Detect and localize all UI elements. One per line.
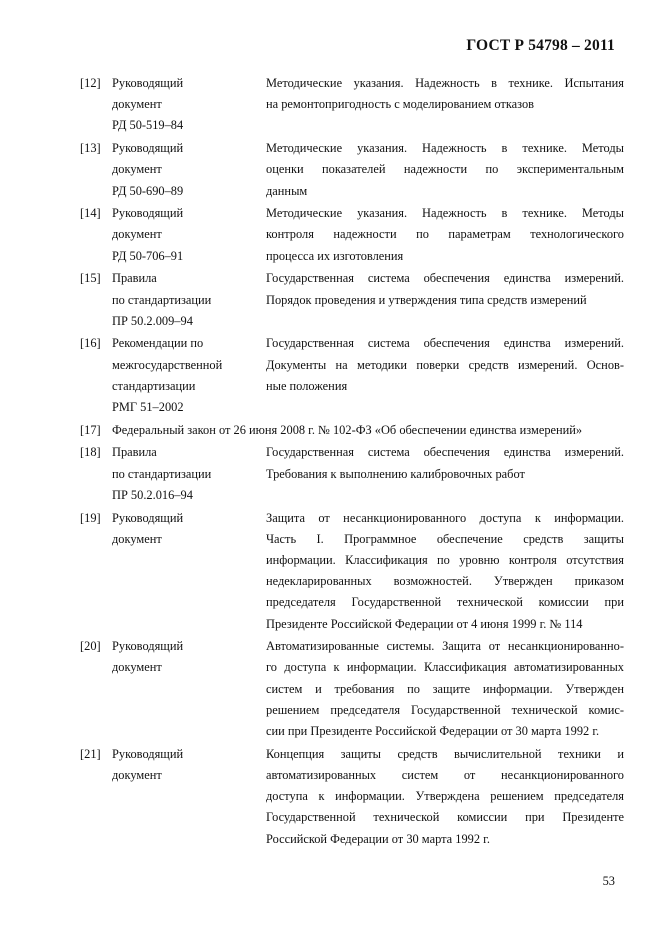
reference-title [266,73,624,137]
reference-entry [80,744,624,850]
reference-number: [20] [80,639,101,654]
reference-title-line: доступа к информации. Утверждена решением председателя [266,789,624,804]
reference-source-line: Руководящий [112,141,184,156]
reference-entry [80,636,624,742]
reference-title-line: Президенте Российской Федерации от 4 июня 1999 г. № 114 [266,616,583,631]
reference-title-line: Методические указания. Надежность в технике. Испытания [266,76,624,90]
reference-title-line: решением председателя Государственной технической комис- [266,702,624,717]
reference-source-line: межгосударственной [112,357,223,372]
reference-title-line: оценки показателей надежности по экспериментальным [266,162,624,177]
reference-title-line: недекларированных возможностей. Утвержден приказом [266,574,624,589]
page-number: 53 [602,874,615,888]
reference-source-line: по стандартизации [112,292,212,307]
reference-entry [80,268,624,332]
reference-source-line: ПР 50.2.016–94 [112,487,193,502]
reference-title-line: Государственная система обеспечения единства измерений. [266,445,624,460]
reference-source [112,333,266,418]
reference-title-line: Российской Федерации от 30 марта 1992 г. [266,831,490,846]
reference-number: [15] [80,271,101,286]
reference-title-line: Автоматизированные системы. Защита от несанкционированно- [266,639,624,654]
reference-title-line: контроля надежности по параметрам технологического [266,227,624,242]
reference-source [112,744,266,850]
reference-number: [18] [80,445,101,460]
reference-title-line: процесса их изготовления [266,248,404,263]
reference-source-line: документ [112,227,162,242]
reference-source [112,442,266,506]
reference-entry [80,508,624,635]
reference-title-line: на ремонтопригодность с моделированием отказов [266,97,535,112]
reference-title-line: Защита от несанкционированного доступа к информации. [266,510,624,525]
reference-title-line: информации. Классификация по уровню контроля отсутствия [266,552,624,567]
reference-source-line: Руководящий [112,76,184,90]
document-header: ГОСТ Р 54798 – 2011 [466,37,615,54]
reference-number: [17] [80,422,101,437]
reference-title [266,268,624,332]
reference-title-line: сии при Президенте Российской Федерации от 30 марта 1992 г. [266,724,600,739]
reference-number: [13] [80,141,101,156]
reference-title-line: Документы на методики поверки средств измерений. Основ- [266,357,624,372]
reference-number: [16] [80,336,101,351]
reference-title-line: Государственная система обеспечения единства измерений. [266,271,624,286]
reference-source-line: РД 50-706–91 [112,248,184,263]
reference-source [112,508,266,635]
reference-source-line: стандартизации [112,378,196,393]
reference-title-line: Государственная система обеспечения единства измерений. [266,336,624,351]
reference-entry [80,203,624,267]
reference-title-line: Порядок проведения и утверждения типа средств измерений [266,292,587,307]
reference-number: [14] [80,206,101,221]
reference-source-line: РМГ 51–2002 [112,400,184,415]
reference-title-line: Требования к выполнению калибровочных работ [266,466,525,481]
reference-source-line: Рекомендации по [112,336,204,351]
reference-number: [12] [80,76,101,90]
reference-title [266,203,624,267]
reference-entry [80,420,624,441]
bibliography-list [80,73,624,850]
reference-title-line: Методические указания. Надежность в технике. Методы [266,206,624,221]
reference-title [266,636,624,742]
reference-title-line: го доступа к информации. Классификация автоматизированных [266,660,624,675]
reference-title-line: Часть I. Программное обеспечение средств защиты [266,531,624,546]
reference-title [266,508,624,635]
reference-title [266,442,624,506]
reference-title [266,744,624,850]
reference-title-line: систем и требования по защите информации. Утвержден [266,681,624,696]
reference-source-line: документ [112,162,162,177]
reference-source-line: документ [112,768,162,782]
reference-number: [21] [80,746,101,761]
reference-source-line: ПР 50.2.009–94 [112,313,193,328]
reference-entry [80,138,624,202]
reference-title [266,138,624,202]
reference-title-line: Методические указания. Надежность в технике. Методы [266,141,624,156]
reference-source [112,636,266,742]
reference-entry [80,333,624,418]
reference-source-line: РД 50-690–89 [112,183,184,198]
reference-source-line: Правила [112,445,157,460]
reference-source [112,268,266,332]
reference-title-line: Государственной технической комиссии при Президенте [266,810,624,825]
reference-source-line: Руководящий [112,206,184,221]
reference-source-line: Правила [112,271,157,286]
reference-title-line: ные положения [266,378,348,393]
reference-source [112,138,266,202]
reference-source-line: документ [112,660,162,675]
reference-source-line: Руководящий [112,639,184,654]
reference-source [112,203,266,267]
reference-title-line: председателя Государственной технической комиссии при [266,595,624,610]
reference-source [112,73,266,137]
reference-text: Федеральный закон от 26 июня 2008 г. № 102-ФЗ «Об обеспечении единства измерений» [112,422,583,437]
reference-source-line: Руководящий [112,510,184,525]
reference-source-line: РД 50-519–84 [112,118,184,133]
reference-title-line: данным [266,183,308,198]
reference-number: [19] [80,510,101,525]
reference-title [266,333,624,418]
reference-title-line: автоматизированных систем от несанкционированного [266,768,624,782]
reference-source-line: документ [112,531,162,546]
reference-entry [80,73,624,137]
reference-source-line: Руководящий [112,746,184,761]
reference-source-line: документ [112,97,162,112]
reference-entry [80,442,624,506]
reference-source-line: по стандартизации [112,466,212,481]
reference-title-line: Концепция защиты средств вычислительной техники и [266,746,624,761]
